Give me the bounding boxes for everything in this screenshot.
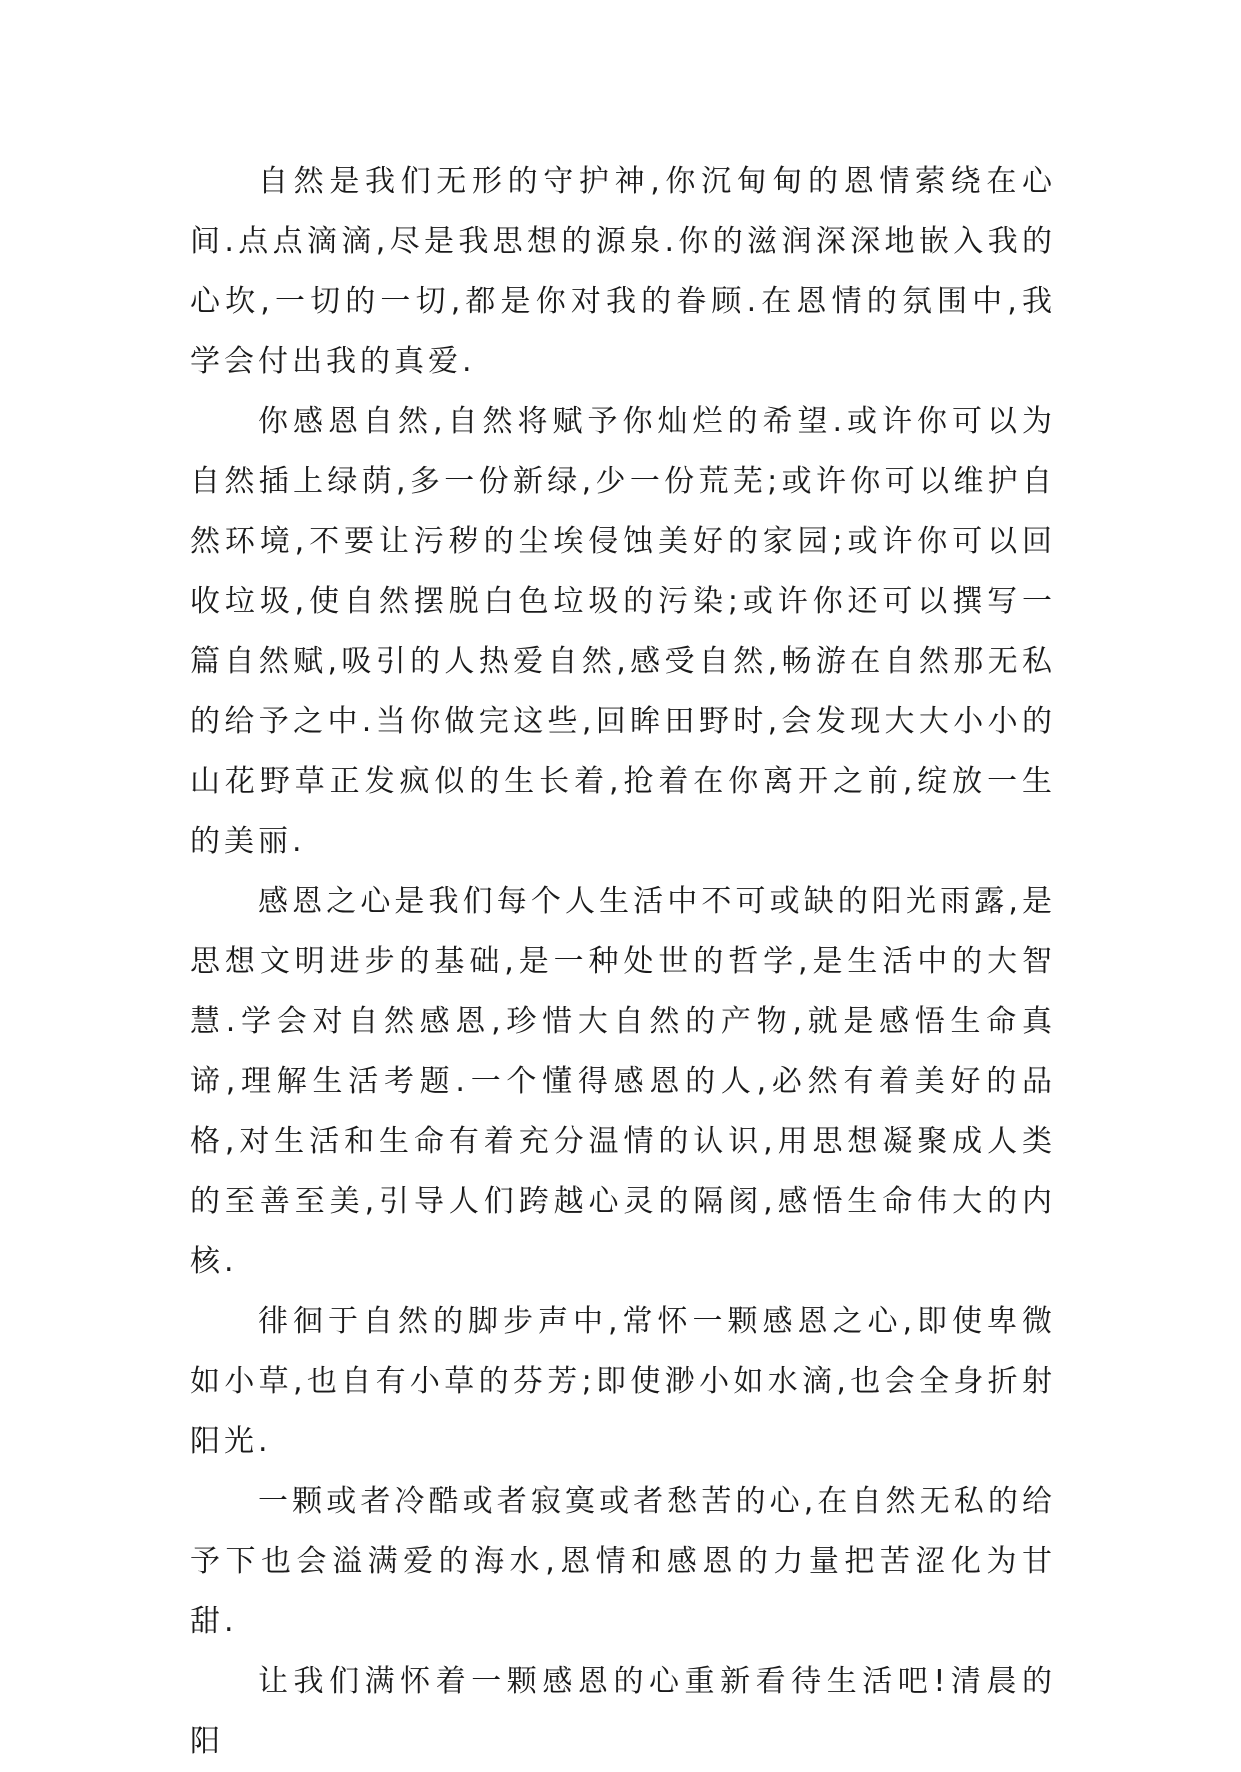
paragraph-5: 一颗或者冷酷或者寂寞或者愁苦的心,在自然无私的给予下也会溢满爱的海水,恩情和感恩的力量把苦涩化为甘甜. [190, 1484, 1056, 1639]
paragraph-4: 徘徊于自然的脚步声中,常怀一颗感恩之心,即使卑微如小草,也自有小草的芬芳;即使渺小如水滴,也会全身折射阳光. [190, 1304, 1056, 1459]
paragraph-6: 让我们满怀着一颗感恩的心重新看待生活吧!清晨的阳 [190, 1664, 1056, 1759]
document-body [190, 152, 1056, 1772]
paragraph-2: 你感恩自然,自然将赋予你灿烂的希望.或许你可以为自然插上绿荫,多一份新绿,少一份荒芜;或许你可以维护自然环境,不要让污秽的尘埃侵蚀美好的家园;或许你可以回收垃圾,使自然摆脱白色垃圾的污染;或许你还可以撰写一篇自然赋,吸引的人热爱自然,感受自然,畅游在自然那无私的给予之中.当你做完这些,回眸田野时,会发现大大小小的山花野草正发疯似的生长着,抢着在你离开之前,绽放一生的美丽. [190, 404, 1056, 859]
paragraph-3: 感恩之心是我们每个人生活中不可或缺的阳光雨露,是思想文明进步的基础,是一种处世的哲学,是生活中的大智慧.学会对自然感恩,珍惜大自然的产物,就是感悟生命真谛,理解生活考题.一个懂得感恩的人,必然有着美好的品格,对生活和生命有着充分温情的认识,用思想凝聚成人类的至善至美,引导人们跨越心灵的隔阂,感悟生命伟大的内核. [190, 884, 1056, 1279]
paragraph-1: 自然是我们无形的守护神,你沉甸甸的恩情萦绕在心间.点点滴滴,尽是我思想的源泉.你的滋润深深地嵌入我的心坎,一切的一切,都是你对我的眷顾.在恩情的氛围中,我学会付出我的真爱. [190, 164, 1056, 379]
